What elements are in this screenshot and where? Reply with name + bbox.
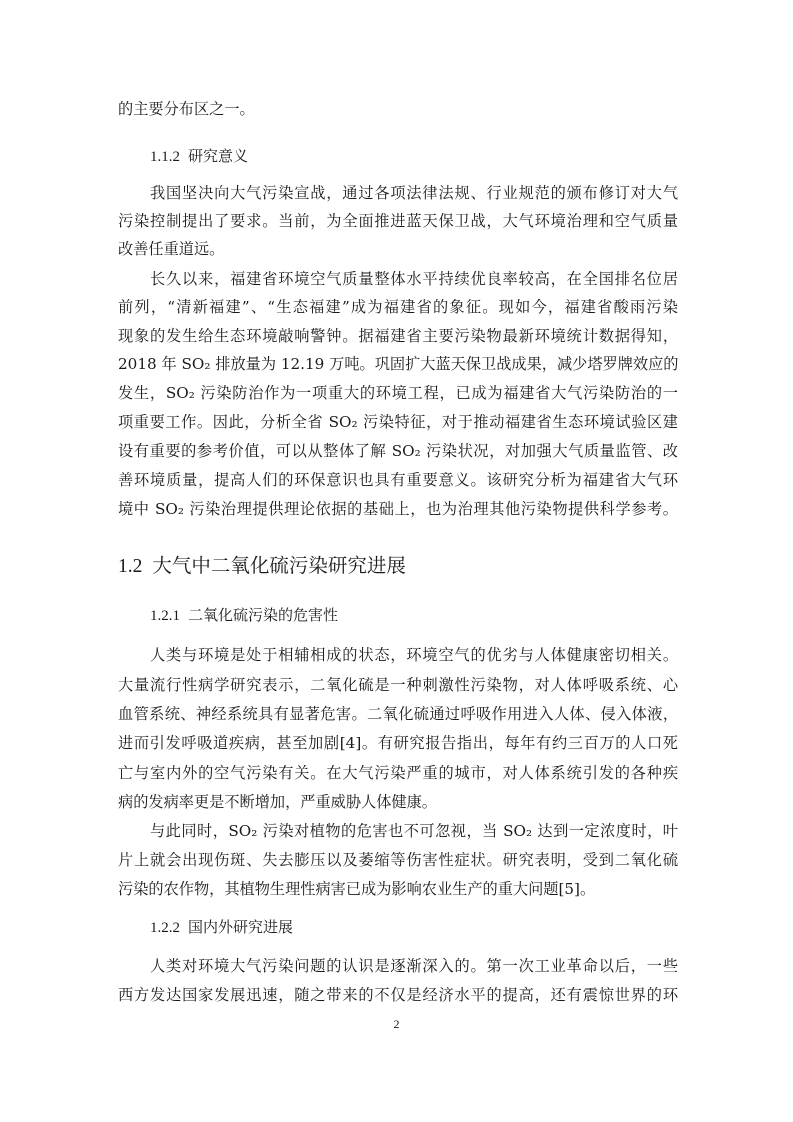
body-line: 善环境质量，提高人们的环保意识也具有重要意义。该研究分析为福建省大气环: [118, 471, 678, 489]
section-heading-1-2: [118, 553, 406, 580]
body-line: 人类对环境大气污染问题的认识是逐渐深入的。第一次工业革命以后，一些: [150, 957, 678, 975]
body-line: 污染的农作物，其植物生理性病害已成为影响农业生产的重大问题[5]。: [118, 880, 596, 898]
heading-title: 国内外研究进展: [188, 918, 294, 936]
page-number: 2: [393, 1017, 400, 1031]
body-line: 人类与环境是处于相辅相成的状态，环境空气的优劣与人体健康密切相关。: [150, 646, 678, 664]
body-line: 与此同时，SO₂ 污染对植物的危害也不可忽视，当 SO₂ 达到一定浓度时，叶: [150, 822, 678, 840]
body-line: 发生，SO₂ 污染防治作为一项重大的环境工程，已成为福建省大气污染防治的一: [118, 384, 678, 402]
body-line: 2018 年 SO₂ 排放量为 12.19 万吨。巩固扩大蓝天保卫战成果，减少塔罗牌效应的: [118, 355, 679, 373]
heading-title: 研究意义: [188, 147, 249, 165]
body-line: 大量流行性病学研究表示，二氧化硫是一种刺激性污染物，对人体呼吸系统、心: [118, 676, 678, 694]
body-line: 前列，“清新福建”、“生态福建”成为福建省的象征。现如今，福建省酸雨污染: [118, 298, 678, 316]
heading-title: 大气中二氧化硫污染研究进展: [152, 554, 406, 577]
body-line: 污染控制提出了要求。当前，为全面推进蓝天保卫战，大气环境治理和空气质量: [118, 212, 678, 230]
body-line: 片上就会出现伤斑、失去膨压以及萎缩等伤害性症状。研究表明，受到二氧化硫: [118, 851, 678, 869]
body-line: 改善任重道远。: [118, 240, 225, 258]
body-line: 亡与室内外的空气污染有关。在大气污染严重的城市，对人体系统引发的各种疾: [118, 764, 678, 782]
body-line: 血管系统、神经系统具有显著危害。二氧化硫通过呼吸作用进入人体、侵入体液，: [118, 705, 678, 723]
section-heading-1-2-2: [150, 916, 293, 939]
body-line: 长久以来，福建省环境空气质量整体水平持续优良率较高，在全国排名位居: [150, 270, 678, 288]
body-line: 设有重要的参考价值，可以从整体了解 SO₂ 污染状况，对加强大气质量监管、改: [118, 442, 678, 460]
heading-number: 1.2.2: [150, 920, 180, 936]
heading-title: 二氧化硫污染的危害性: [188, 606, 339, 624]
body-line: 我国坚决向大气污染宣战，通过各项法律法规、行业规范的颁布修订对大气: [150, 184, 678, 202]
body-line: 项重要工作。因此，分析全省 SO₂ 污染特征，对于推动福建省生态环境试验区建: [118, 413, 678, 431]
body-line: 病的发病率更是不断增加，严重威胁人体健康。: [118, 793, 437, 811]
section-heading-1-1-2: [150, 145, 248, 168]
body-line: 的主要分布区之一。: [118, 100, 255, 118]
body-line: 现象的发生给生态环境敲响警钟。据福建省主要污染物最新环境统计数据得知，: [118, 327, 678, 345]
heading-number: 1.1.2: [150, 149, 180, 165]
heading-number: 1.2.1: [150, 608, 180, 624]
body-line: 进而引发呼吸道疾病，甚至加剧[4]。有研究报告指出，每年有约三百万的人口死: [118, 734, 678, 752]
heading-number: 1.2: [118, 556, 143, 577]
section-heading-1-2-1: [150, 604, 338, 627]
body-line: 境中 SO₂ 污染治理提供理论依据的基础上，也为治理其他污染物提供科学参考。: [118, 500, 678, 518]
body-line: 西方发达国家发展迅速，随之带来的不仅是经济水平的提高，还有震惊世界的环: [118, 986, 678, 1004]
